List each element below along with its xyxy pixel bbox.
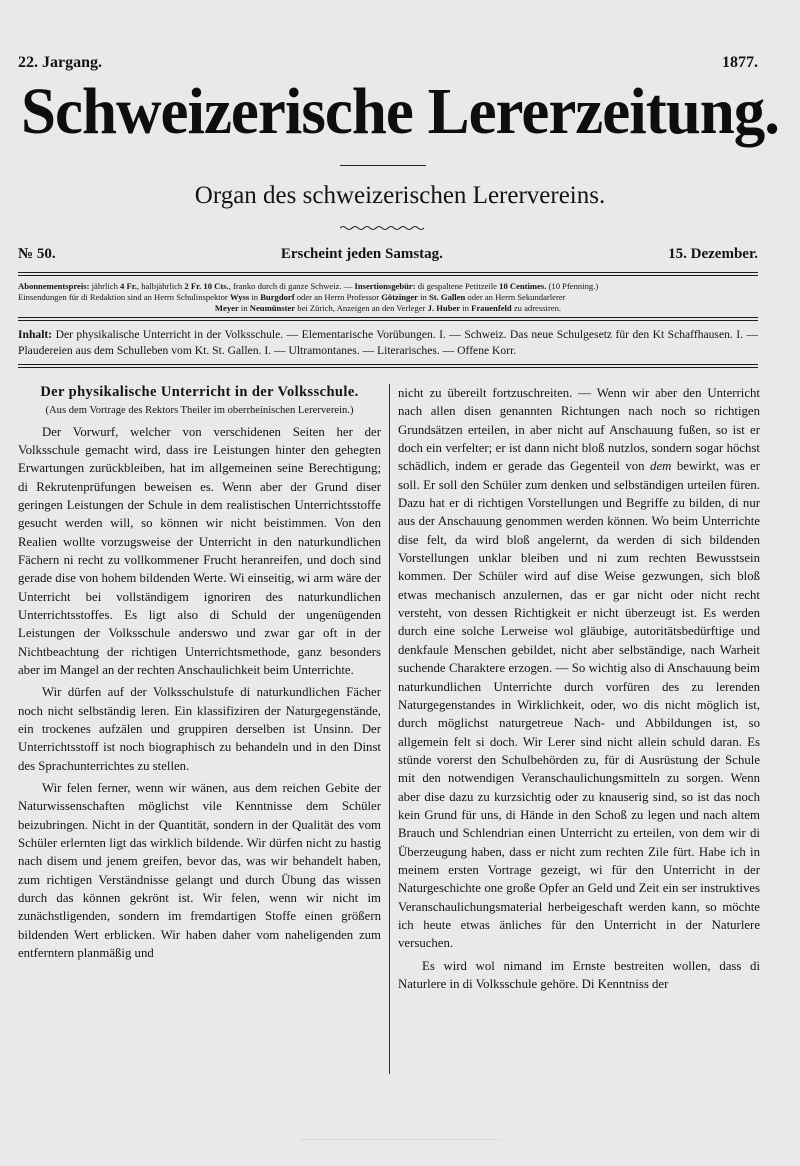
notice-insertion-label: Insertionsgebür: [354, 281, 416, 291]
article-column-right [398, 384, 760, 993]
notice-text: zu adressiren. [511, 303, 562, 313]
article-text: bewirkt, was er soll. Er soll den Schüler zum denken und selbständigen urteilen füren. Dazu hat er di richtigen Vorstellungen und Begriffe zu bilden, di nur aus der Anschauung genommen werden können. Wo beim Unterrichte dise felt, da wird bloß angelernt, da werden di sich bildenden Vorstellungen unklar bleiben und ni zum rechten Bewusstsein kommen. Der Schüler wird auf dise Weise gezwungen, sich bloß etwas mechanisch anzulernen, das er gar nicht oder nicht recht versteht, von dessen Richtigkeit er nicht überzeugt ist. Es werden durch eine solche Lerweise wol gläubige, autoritätsbedürftige und denkfaule Menschen gebildet, nicht aber selbständige, nach Warheit suchende Charaktere erzogen. — So wichtig also di Anschauung beim naturkundlichen Unterrichte durch vorfüren des zu lerenden Naturgegenstandes in Wirklichkeit, oder, wo dis nicht möglich ist, durch möglichst naturgetreue Nach- und Abbildungen ist, so allgemein felt si doch. Wir Lerer sind nicht allein schuld daran. Es stünde vorerst den Schulbehörden zu, für di Ausrüstung der Schule mit den notwendigen Veranschaulichungsmitteln zu sorgen. Wenn aber dise dazu zu kurzsichtig oder zu knauserig sind, so ist das noch kein Grund für uns, di Hände in den Schoß zu legen und nach altem Brauch und Schlendrian einen Unterricht zu erteilen, von dem wir di Überzeugung haben, dass er nicht zum rechten Zile fürt. Habe ich in meinem ersten Vortrage gezeigt, wi für den Unterricht in der Naturgeschichte one große Opfer an Geld und Zeit ein ser instruktives Veranschaulichungsmaterial herbeigeschaft werden kann, so möchte ich heute etwas änliches für den Unterricht in der Naturlere versuchen. [398, 459, 761, 951]
title-divider [340, 165, 426, 166]
volume-label: 22. Jargang. [18, 54, 102, 71]
notice-price-half: 2 Fr. 10 Cts. [184, 281, 229, 291]
rule-contents-bottom-thin [18, 367, 758, 368]
notice-line-1 [18, 281, 758, 292]
notice-text: Einsendungen für di Redaktion sind an Herrn Schulinspektor [18, 292, 230, 302]
notice-place: St. Gallen [428, 292, 466, 302]
notice-place: Neumünster [249, 303, 296, 313]
article-paragraph: Wir dürfen auf der Volksschulstufe di naturkundlichen Fächer noch nicht selbständig leren. Ein klassifiziren der Naturgegenstände, ein trockenes aufzälen und gruppiren derselben ist Unsinn. Der Unterrichtsstoff ist noch biographisch zu behandeln und in den Dinst des Sprachunterrichtes zu stellen. [18, 685, 381, 773]
table-of-contents [18, 327, 758, 359]
issue-number: № 50. [18, 246, 56, 262]
year-label: 1877. [722, 54, 758, 71]
notice-line-3 [18, 303, 758, 314]
contents-label: Inhalt: [18, 328, 53, 341]
masthead-subtitle: Organ des schweizerischen Lerervereins. [194, 182, 606, 209]
notice-name: J. Huber [427, 303, 461, 313]
notice-text: oder an Herrn Professor [294, 292, 382, 302]
notice-text: di gespaltene Petitzeile [415, 281, 500, 291]
article-paragraph [398, 384, 760, 953]
article-emphasis: dem [650, 459, 672, 474]
notice-line-2 [18, 292, 758, 303]
issue-line [18, 246, 758, 263]
notice-text: in [249, 292, 261, 302]
notice-text: jährlich [89, 281, 121, 291]
rule-contents-bottom [18, 364, 758, 365]
notice-text: in [417, 292, 429, 302]
rule-contents-top-thin [18, 320, 758, 321]
notice-name: Meyer [214, 303, 239, 313]
rule-contents-top [18, 317, 758, 318]
notice-place: Frauenfeld [471, 303, 512, 313]
notice-text: (10 Pfenning.) [546, 281, 599, 291]
subscription-notice [18, 281, 758, 314]
notice-text: bei Zürich, Anzeigen an den Verleger [295, 303, 428, 313]
notice-text: oder an Herrn Sekundarlerer [465, 292, 566, 302]
notice-text: in [460, 303, 472, 313]
article-column-left [18, 384, 381, 962]
notice-text: , halbjährlich [136, 281, 185, 291]
ornament-wave [340, 224, 426, 232]
footer-rule [300, 1139, 500, 1146]
masthead-title: Schweizerische Lererzeitung. [20, 74, 780, 148]
top-line [18, 54, 758, 72]
notice-text: , franko durch di ganze Schweiz. — [228, 281, 355, 291]
notice-price-year: 4 Fr. [120, 281, 137, 291]
article-paragraph: Es wird wol nimand im Ernste bestreiten wollen, dass di Naturlere in di Volksschule gehöre. Di Kenntniss der [398, 958, 760, 991]
notice-price-label: Abonnementspreis: [18, 281, 90, 291]
issue-date: 15. Dezember. [668, 246, 758, 262]
notice-insertion-price: 10 Centimes. [499, 281, 547, 291]
rule-top [18, 272, 758, 273]
rule-top-thin [18, 275, 758, 276]
notice-text: in [238, 303, 250, 313]
article-paragraph: Der Vorwurf, welcher von verschidenen Seiten her der Volksschule gemacht wird, dass ire Leistungen hinter den gehegten Erwartungen zurückbleiben, hat im allgemeinen seine Berechtigung; di Rekrutenprüfungen beweisen es. Wenn aber der Grund diser geringen Leistungen der Schule in dem realistischen Unterrichtsstoffe gesucht werden will, so können wir nicht beistimmen. Von den Realien wollte vorzugsweise der Unterricht in den naturkundlichen Fächern ni recht zu vollkommener Frucht heranreifen, und doch sind gerade dise von hohem bildenden Werte. Wi einseitig, wi arm wäre der Unterricht bei vollständigem ignoriren des naturkundlichen Unterrichtsstoffes. Es ligt also di Schuld der ungenügenden Leistungen der Volksschule anderswo und zwar gar oft in der Nichtbeachtung der richtigen Unterrichtsmethode, ganz besonders aber im Mangel an der rechten Anschaulichkeit beim Unterrichte. [18, 424, 381, 677]
notice-name: Götzinger [381, 292, 418, 302]
issue-frequency: Erscheint jeden Samstag. [280, 246, 443, 262]
article-subtitle: (Aus dem Vortrage des Rektors Theiler im oberrheinischen Lererverein.) [45, 405, 354, 416]
article-title: Der physikalische Unterricht in der Volksschule. [40, 384, 359, 400]
notice-place: Burgdorf [260, 292, 295, 302]
contents-text: Der physikalische Unterricht in der Volksschule. — Elementarische Vorübungen. I. — Schweiz. Das neue Schulgesetz für den Kt Schaffhausen. I. — Plaudereien aus dem Schulleben vom Kt. St. Gallen. I. — Ultramontanes. — Literarisches. — Offene Korr. [18, 328, 758, 357]
notice-name: Wyss [229, 292, 250, 302]
article-text: nicht zu übereilt fortzuschreiten. — Wenn wir aber den Unterricht nach allen disen genannten Richtungen nach noch so richtigen Grundsätzen erteilen, in aber nicht auf Anschauung fußen, so ist er doch ein verfelter; er ist dann nicht bloß nutzlos, sondern sogar höchst schädlich, indem er gerade das Gegenteil von [398, 386, 760, 474]
article-paragraph: Wir felen ferner, wenn wir wänen, aus dem reichen Gebite der Naturwissenschaften möglichst vile Kenntnisse dem Schüler beizubringen. Nicht in der Quantität, sondern in der Qualität des vom Schüler erlernten ligt das wirklich bildende. Wir dürfen nicht zu hastig nach disem und jenem greifen, bevor das, was wir behandelt haben, zum richtigen Verständnisse gelangt und durch Übung das wissen durch das können gekrönt ist. Wir felen, wenn wir nicht im zunächstligenden, sondern im fremdartigen Stoffe einen größern bildenden Wert erblicken. Wir haben daher vom naheligenden zum entferntern planmäßig und [18, 781, 381, 961]
column-divider [389, 384, 390, 1074]
